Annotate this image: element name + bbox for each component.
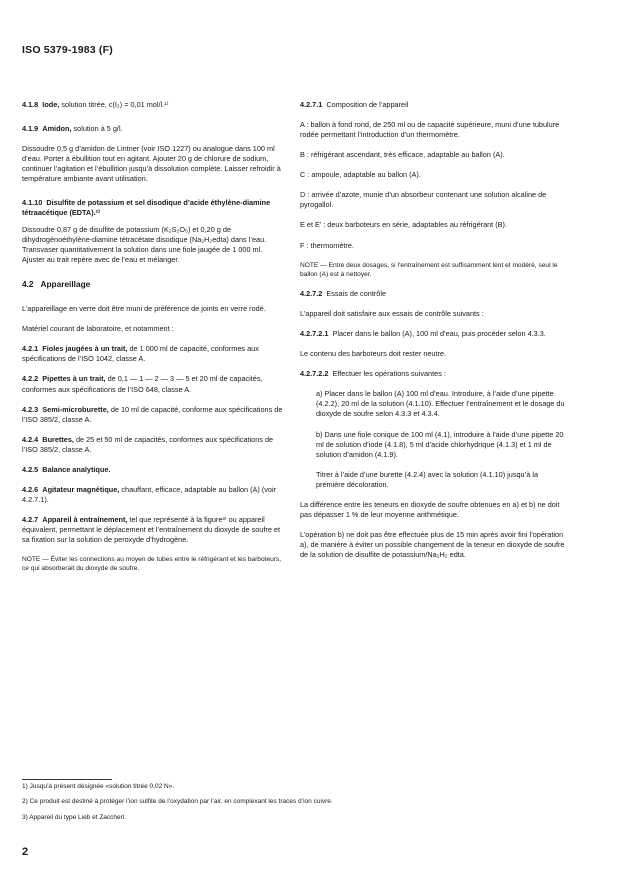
section-4-2-2: 4.2.2 Pipettes à un trait, de 0,1 — 1 — 2 — 3 — 5 et 20 ml de capacités, conformes aux spécifications de l’ISO 648, classe A.: [22, 374, 263, 394]
paragraph: Le contenu des barboteurs doit rester neutre.: [300, 349, 447, 359]
right-column: [300, 100, 568, 570]
note: NOTE — Entre deux dosages, si l’entraînement est suffisamment lent et modéré, seul le ballon (A) est à nettoyer.: [300, 261, 558, 278]
paragraph: Matériel courant de laboratoire, et notamment :: [22, 324, 174, 334]
apparatus-item-d: D : arrivée d’azote, munie d’un absorbeur contenant une solution alcaline de pyrogallol.: [300, 190, 547, 210]
section-4-1-10: 4.1.10 Disulfite de potassium et sel disodique d’acide éthylène-diamine tétraacétique (EDTA).²⁾: [22, 198, 271, 218]
footnote-3: 3) Appareil du type Lieb et Zaccherl.: [22, 814, 127, 821]
apparatus-item-c: C : ampoule, adaptable au ballon (A).: [300, 170, 421, 180]
paragraph: L’opération b) ne doit pas être effectuée plus de 15 min après avoir fini l’opération a), de manière à éviter un possible changement de la teneur en dioxyde de soufre de la solution de disulfite de potassium/Na₂H₂ edta.: [300, 529, 565, 560]
section-4-2-6: 4.2.6 Agitateur magnétique, chauffant, efficace, adaptable au ballon (A) (voir 4.2.7.1).: [22, 484, 277, 504]
section-4-1-9: 4.1.9 Amidon, solution à 5 g/l.: [22, 124, 123, 134]
apparatus-item-b: B : réfrigérant ascendant, très efficace, adaptable au ballon (A).: [300, 150, 505, 160]
footnote-2: 2) Ce produit est destiné à protéger l’ion sulfite de l’oxydation par l’air, en complexant les traces d’ion cuivre.: [22, 798, 333, 805]
left-column: [22, 100, 284, 584]
section-4-2-3: 4.2.3 Semi-microburette, de 10 ml de capacité, conforme aux spécifications de l’ISO 385/2, classe A.: [22, 404, 283, 424]
operation-b: b) Dans une fiole conique de 100 ml (4.1), introduire à l’aide d’une pipette 20 ml de solution d’iode (4.1.8), 5 ml d’acide chlorhydrique (4.1.3) et 1 ml de solution d’amidon (4.1.9).: [316, 429, 564, 459]
section-4-2-7-2: 4.2.7.2 Essais de contrôle: [300, 289, 387, 298]
paragraph: L’appareil doit satisfaire aux essais de contrôle suivants :: [300, 309, 484, 319]
apparatus-item-f: F : thermomètre.: [300, 240, 354, 250]
section-4-2-7: 4.2.7 Appareil à entraînement, tel que représenté à la figure³⁾ ou appareil équivalent, permettant le déplacement et l’entraînement du dioxyde de soufre et sa fixation sur la solution de peroxyde d’hydrogène.: [22, 515, 280, 545]
footnote-divider: [22, 779, 112, 780]
paragraph: La différence entre les teneurs en dioxyde de soufre obtenues en a) et b) ne doit pas dépasser 1 % de leur moyenne arithmétique.: [300, 499, 560, 519]
section-4-2-4: 4.2.4 Burettes, de 25 et 50 ml de capacités, conformes aux spécifications de l’ISO 385/2, classe A.: [22, 434, 274, 454]
section-4-2-heading: 4.2 Appareillage: [22, 278, 91, 289]
section-4-2-5: 4.2.5 Balance analytique.: [22, 464, 111, 474]
paragraph: Dissoudre 0,87 g de disulfite de potassium (K₂S₂O₅) et 0,20 g de dihydrogénoéthylène-diamine tétracétate disodique (Na₂H₂edta) dans l’eau. Transvaser quantitativement la solution dans une fiole jaugée de 1 000 ml. Ajuster au trait repère avec de l’eau et mélanger.: [22, 224, 267, 264]
apparatus-item-e: E et E’ : deux barboteurs en série, adaptables au réfrigérant (B).: [300, 220, 507, 230]
apparatus-item-a: A : ballon à fond rond, de 250 ml ou de capacité supérieure, muni d’une tubulure rodée permettant l’introduction d’un thermomètre.: [300, 120, 560, 140]
operation-a: a) Placer dans le ballon (A) 100 ml d’eau. Introduire, à l’aide d’une pipette (4.2.2), 20 ml de la solution (4.1.10). Effectuer l’entraînement et le dosage du dioxyde de soufre selon 4.3.3 et 4.3.4.: [316, 389, 565, 419]
section-4-2-7-2-2: 4.2.7.2.2 Effectuer les opérations suivantes :: [300, 369, 446, 379]
titration-step: Titrer à l’aide d’une burette (4.2.4) avec la solution (4.1.10) jusqu’à la première décoloration.: [316, 469, 539, 489]
section-4-2-1: 4.2.1 Fioles jaugées à un trait, de 1 000 ml de capacité, conformes aux spécifications de l’ISO 1042, classe A.: [22, 344, 259, 364]
document-header: ISO 5379-1983 (F): [22, 44, 113, 56]
section-4-1-8: 4.1.8 Iode, solution titrée, c(I₂) = 0,01 mol/l.¹⁾: [22, 100, 169, 109]
note: NOTE — Éviter les connections au moyen de tubes entre le réfrigérant et les barboteurs, ce qui absorberait du dioxyde de soufre.: [22, 556, 282, 573]
footnote-1: 1) Jusqu’à présent désignée «solution titrée 0,02 N».: [22, 783, 175, 790]
section-4-2-7-2-1: 4.2.7.2.1 Placer dans le ballon (A), 100 ml d’eau, puis procéder selon 4.3.3.: [300, 329, 546, 339]
page-number: 2: [22, 846, 29, 858]
paragraph: Dissoudre 0,5 g d’amidon de Lintner (voir ISO 1227) ou analogue dans 100 ml d’eau. Porter à ébullition tout en agitant. Ajouter 20 g de chlorure de sodium, continuer l’agitation et l’ébullition jusqu’à dissolution complète. Laisser refroidir à température ambiante avant utilisation.: [22, 144, 281, 184]
paragraph: L’appareillage en verre doit être muni de préférence de joints en verre rodé.: [22, 304, 266, 314]
section-4-2-7-1: 4.2.7.1 Composition de l’appareil: [300, 100, 409, 109]
